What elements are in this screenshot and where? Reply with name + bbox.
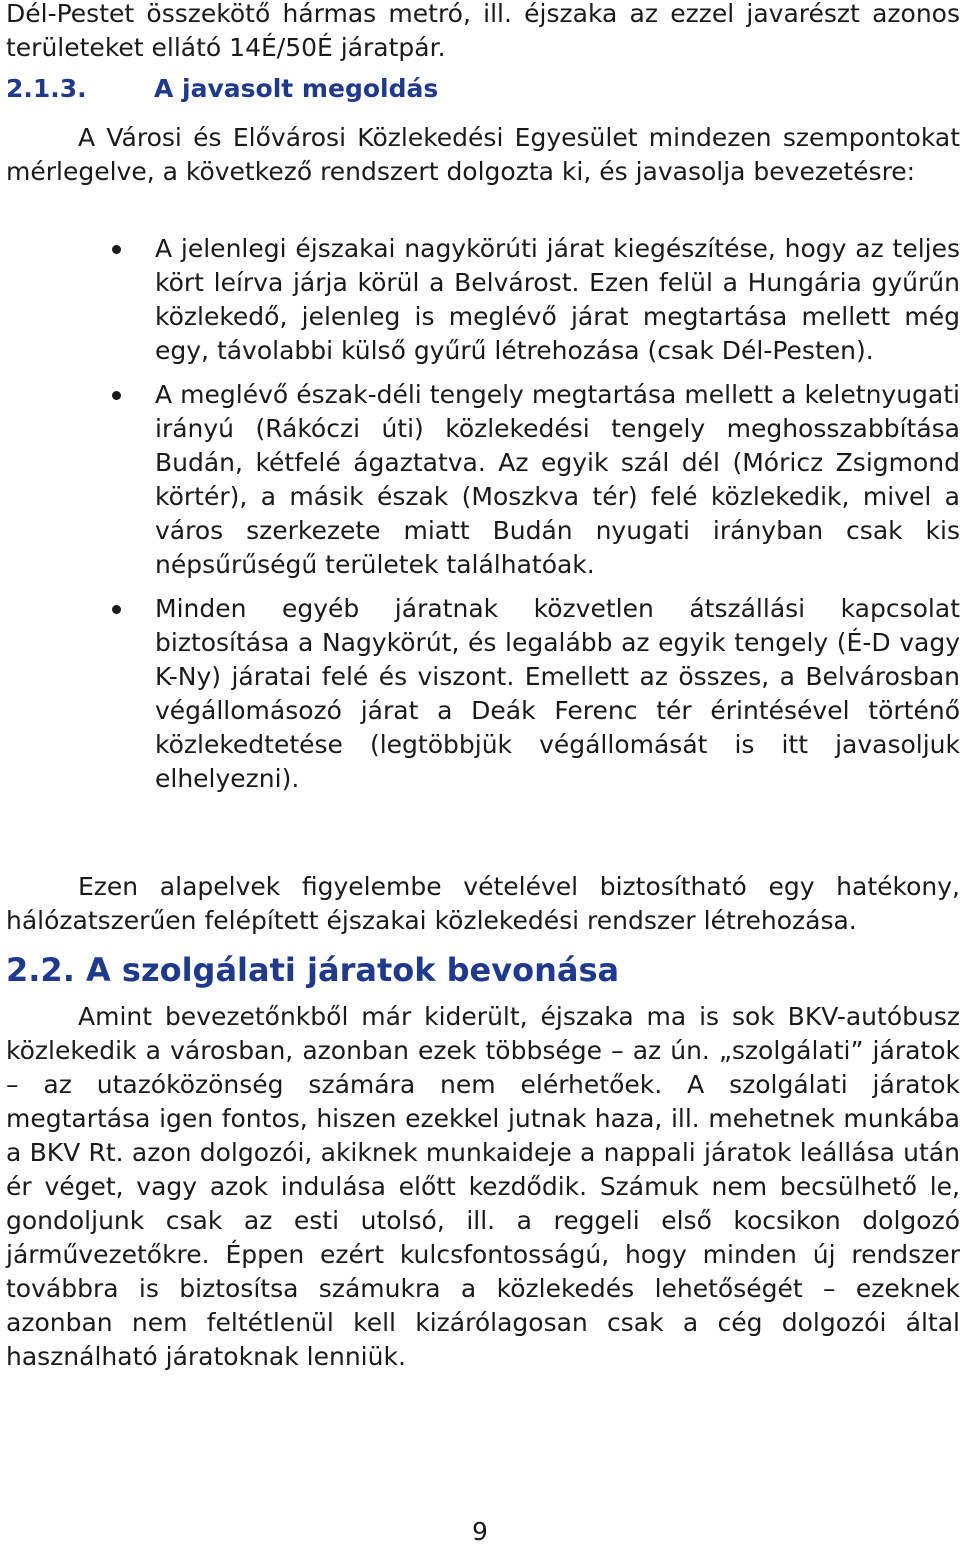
section-title: A javasolt megoldás [154, 74, 439, 103]
bullet-text: Minden egyéb járatnak közvetlen átszállási kapcsolat biztosítása a Nagykörút, és legalább az egyik tengely (É-D vagy K-Ny) járatai felé és viszont. Emellett az összes, a Belvárosban végállomásozó járat a Deák Ferenc tér érintésével történő közlekedtetése (legtöbbjük végállomását is itt javasoljuk elhelyezni). [155, 594, 960, 793]
bullet-text: A meglévő észak-déli tengely megtartása mellett a keletnyugati irányú (Rákóczi úti) közlekedési tengely meghosszabbítása Budán, kétfelé ágaztatva. Az egyik szál dél (Móricz Zsigmond körtér), a másik észak (Moszkva tér) felé közlekedik, mivel a város szerkezete miatt Budán nyugati irányban csak kis népsűrűségű területek találhatóak. [155, 380, 960, 579]
section-number: 2.2. [6, 951, 75, 989]
bullet-list [6, 232, 960, 796]
page-number: 9 [472, 1517, 488, 1546]
bullet-text: A jelenlegi éjszakai nagykörúti járat kiegészítése, hogy az teljes kört leírva járja körül a Belvárost. Ezen felül a Hungária gyűrűn közlekedő, jelenleg is meglévő járat megtartása mellett még egy, távolabbi külső gyűrű létrehozása (csak Dél-Pesten). [155, 234, 960, 365]
paragraph-1: A Városi és Elővárosi Közlekedési Egyesület mindezen szempontokat mérlegelve, a következő rendszert dolgozta ki, és javasolja bevezetésre: [6, 123, 960, 186]
intro-paragraph: Dél-Pestet összekötő hármas metró, ill. éjszaka az ezzel javarészt azonos területeket ellátó 14É/50É járatpár. [6, 0, 960, 62]
bullet-icon [112, 245, 121, 254]
section-number: 2.1.3. [6, 74, 87, 103]
bullet-icon [112, 391, 121, 400]
bullet-item [6, 232, 960, 368]
paragraph-2: Ezen alapelvek figyelembe vételével biztosítható egy hatékony, hálózatszerűen felépített éjszakai közlekedési rendszer létrehozása. [6, 872, 960, 935]
bullet-item [6, 378, 960, 582]
section-heading-2-2 [6, 950, 619, 990]
bullet-icon [112, 605, 121, 614]
section-heading-2-1-3 [6, 72, 438, 106]
paragraph-3: Amint bevezetőnkből már kiderült, éjszaka ma is sok BKV-autóbusz közlekedik a városban, azonban ezek többsége – az ún. „szolgálati” járatok – az utazóközönség számára nem elérhetőek. A szolgálati járatok megtartása igen fontos, hiszen ezekkel jutnak haza, ill. mehetnek munkába a BKV Rt. azon dolgozói, akiknek munkaideje a nappali járatok leállása után ér véget, vagy azok indulása előtt kezdődik. Számuk nem becsülhető le, gondoljunk csak az esti utolsó, ill. a reggeli első kocsikon dolgozó járművezetőkre. Éppen ezért kulcsfontosságú, hogy minden új rendszer továbbra is biztosítsa számukra a közlekedés lehetőségét – ezeknek azonban nem feltétlenül kell kizárólagosan csak a cég dolgozói által használható járatoknak lenniük. [6, 1002, 960, 1371]
bullet-item [6, 592, 960, 796]
section-title: A szolgálati járatok bevonása [86, 951, 620, 989]
